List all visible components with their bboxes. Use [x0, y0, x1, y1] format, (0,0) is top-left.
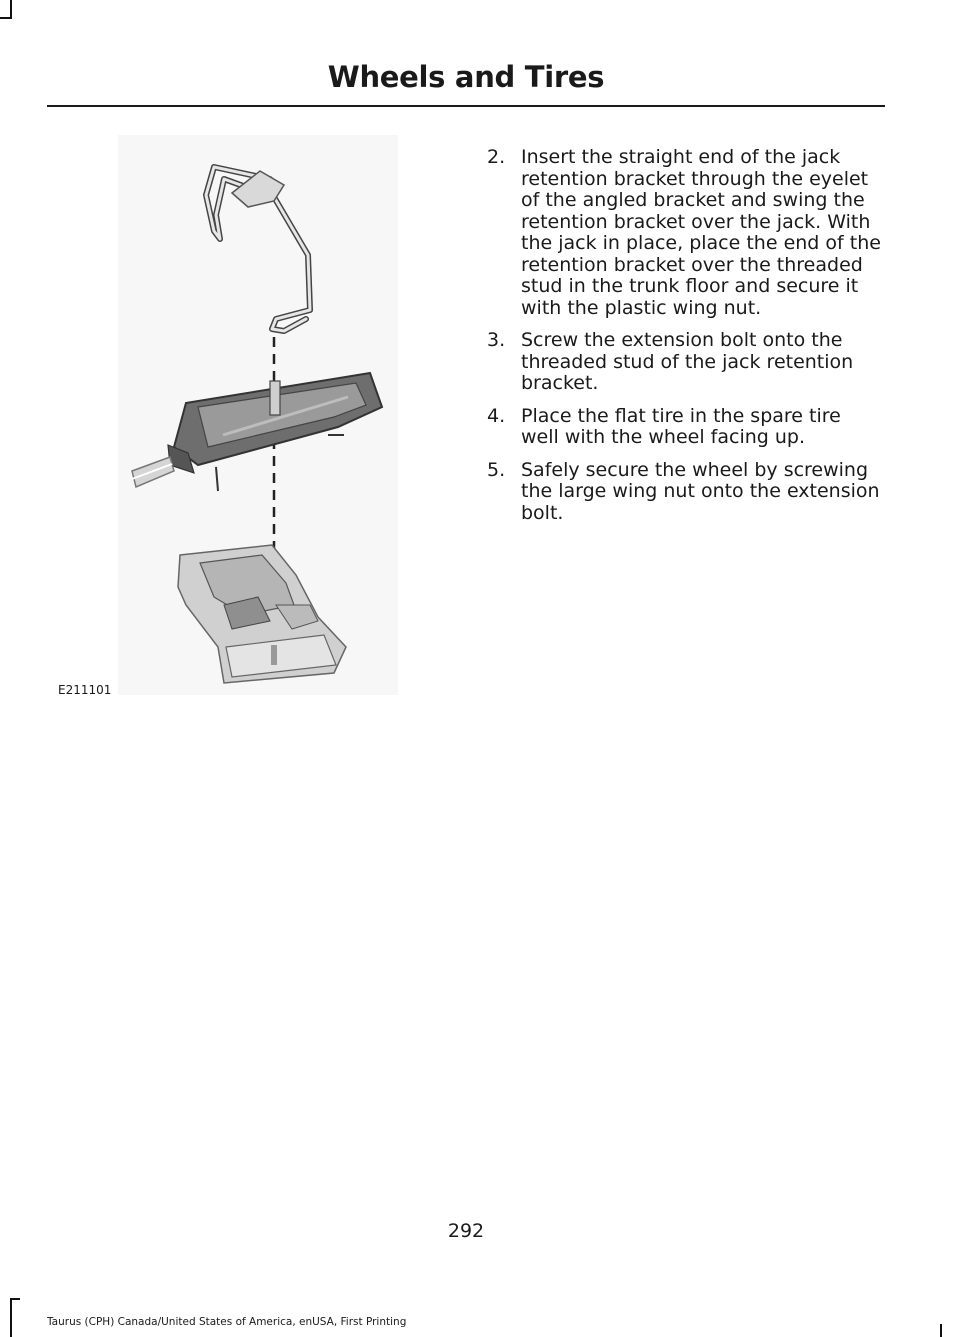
step-item	[487, 330, 883, 395]
jack-retention-figure	[48, 135, 400, 695]
jack-retention-illustration	[48, 135, 400, 695]
header-rule	[47, 105, 885, 107]
step-text: Place the flat tire in the spare tire well with the wheel facing up.	[521, 404, 841, 448]
page-number: 292	[447, 1220, 485, 1242]
step-text: Screw the extension bolt onto the threaded stud of the jack retention bracket.	[521, 329, 854, 394]
page-title: Wheels and Tires	[327, 60, 605, 94]
step-text: Insert the straight end of the jack retention bracket through the eyelet of the angled bracket and swing the retention bracket over the jack. With the jack in place, place the end of the retention bracket over the threaded stud in the trunk floor and secure it with the plastic wing nut.	[521, 146, 881, 319]
instruction-steps	[487, 147, 883, 535]
step-number: 3.	[487, 329, 506, 351]
crop-mark	[0, 17, 12, 19]
step-item	[487, 147, 883, 319]
crop-mark	[10, 1298, 20, 1300]
step-item	[487, 460, 883, 525]
step-text: Safely secure the wheel by screwing the large wing nut onto the extension bolt.	[521, 458, 880, 524]
edition-footer: Taurus (CPH) Canada/United States of America, enUSA, First Printing	[47, 1316, 407, 1328]
crop-mark	[10, 1298, 12, 1337]
step-item	[487, 406, 883, 449]
step-number: 2.	[487, 146, 506, 168]
step-number: 5.	[487, 458, 506, 481]
crop-mark	[940, 1324, 942, 1337]
figure-code: E211101	[58, 683, 112, 697]
step-number: 4.	[487, 404, 506, 427]
